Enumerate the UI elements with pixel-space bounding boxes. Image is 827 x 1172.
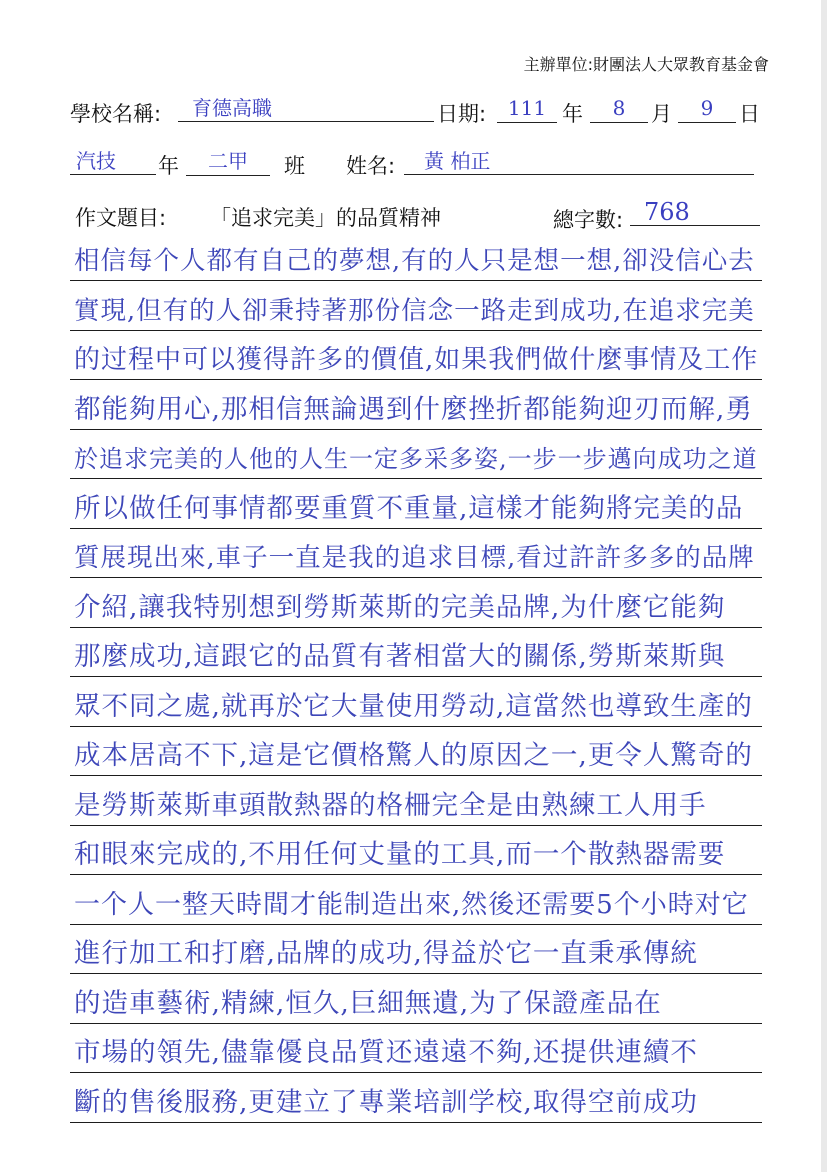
- class-label: 班: [284, 154, 305, 178]
- date-label: 日期:: [437, 102, 487, 126]
- essay-line-text: 和眼來完成的,不用任何丈量的工具,而一个散熱器需要: [74, 839, 726, 870]
- topic-label: 作文題目:: [75, 206, 167, 230]
- year-label: 年: [562, 102, 583, 126]
- essay-line: [70, 777, 762, 826]
- topic-title: 「追求完美」的品質精神: [210, 206, 441, 230]
- grade-label: 年: [158, 154, 179, 178]
- essay-line-text: 市場的領先,儘靠優良品質还遠遠不夠,还提供連續不: [74, 1037, 698, 1068]
- essay-line-text: 眾不同之處,就再於它大量使用勞动,這當然也導致生產的: [74, 690, 753, 722]
- essay-line: [70, 529, 762, 578]
- page-edge: [821, 0, 827, 1172]
- essay-line: [70, 826, 762, 875]
- essay-line: [70, 975, 762, 1024]
- essay-line: [70, 628, 762, 677]
- essay-line: [70, 331, 762, 380]
- date-day-field: 9: [678, 94, 736, 123]
- essay-line: [70, 430, 762, 479]
- essay-line-text: 成本居高不下,這是它價格驚人的原因之一,更令人驚奇的: [74, 740, 753, 771]
- department-field: 汽技: [70, 147, 156, 175]
- date-year-field: 111: [497, 94, 557, 123]
- essay-line: [70, 678, 762, 727]
- essay-line-text: 斷的售後服務,更建立了專業培訓学校,取得空前成功: [74, 1086, 698, 1118]
- essay-line: [70, 1074, 762, 1123]
- school-field: 育德高職: [178, 94, 434, 122]
- essay-line-text: 於追求完美的人他的人生一定多采多姿,一步一步邁向成功之道: [74, 445, 758, 473]
- essay-line: [70, 876, 762, 925]
- essay-line: [70, 232, 762, 281]
- essay-line: [70, 727, 762, 776]
- essay-line-text: 一个人一整天時間才能制造出來,然後还需要5个小時对它: [74, 889, 749, 920]
- day-label: 日: [739, 102, 760, 126]
- word-count-label: 總字數:: [553, 208, 624, 232]
- essay-line-text: 介紹,讓我特别想到勞斯萊斯的完美品牌,为什麼它能夠: [74, 591, 726, 623]
- essay-line-text: 的过程中可以獲得許多的價值,如果我們做什麼事情及工作: [74, 345, 759, 375]
- essay-line-text: 所以做任何事情都要重質不重量,這樣才能夠將完美的品: [74, 492, 744, 524]
- essay-line: [70, 381, 762, 430]
- essay-line: [70, 579, 762, 628]
- essay-line-text: 那麼成功,這跟它的品質有著相當大的關係,勞斯萊斯與: [74, 641, 726, 672]
- essay-line: [70, 925, 762, 974]
- essay-line-text: 的造車藝術,精練,恒久,巨細無遺,为了保證產品在: [74, 987, 662, 1019]
- word-count-field: 768: [630, 198, 760, 226]
- name-label: 姓名:: [346, 154, 396, 178]
- name-field: 黃 柏正: [404, 147, 754, 175]
- essay-line-text: 質展現出來,車子一直是我的追求目標,看过許許多多的品牌: [74, 543, 755, 573]
- essay-line-text: 相信每个人都有自己的夢想,有的人只是想一想,卻没信心去: [74, 246, 755, 276]
- essay-line: [70, 282, 762, 331]
- essay-line-text: 都能夠用心,那相信無論遇到什麼挫折都能夠迎刃而解,勇: [74, 393, 753, 425]
- month-label: 月: [651, 102, 672, 126]
- essay-line: [70, 1024, 762, 1073]
- essay-line-text: 是勞斯萊斯車頭散熱器的格柵完全是由熟練工人用手: [74, 789, 707, 821]
- sponsor-label: 主辦單位:財團法人大眾教育基金會: [523, 55, 769, 74]
- essay-line-text: 進行加工和打磨,品牌的成功,得益於它一直秉承傳統: [74, 938, 698, 969]
- essay-line: [70, 480, 762, 529]
- school-label: 學校名稱:: [70, 102, 162, 126]
- date-month-field: 8: [590, 94, 648, 123]
- class-field: 二甲: [186, 147, 270, 176]
- essay-line-text: 實現,但有的人卻秉持著那份信念一路走到成功,在追求完美: [74, 295, 755, 326]
